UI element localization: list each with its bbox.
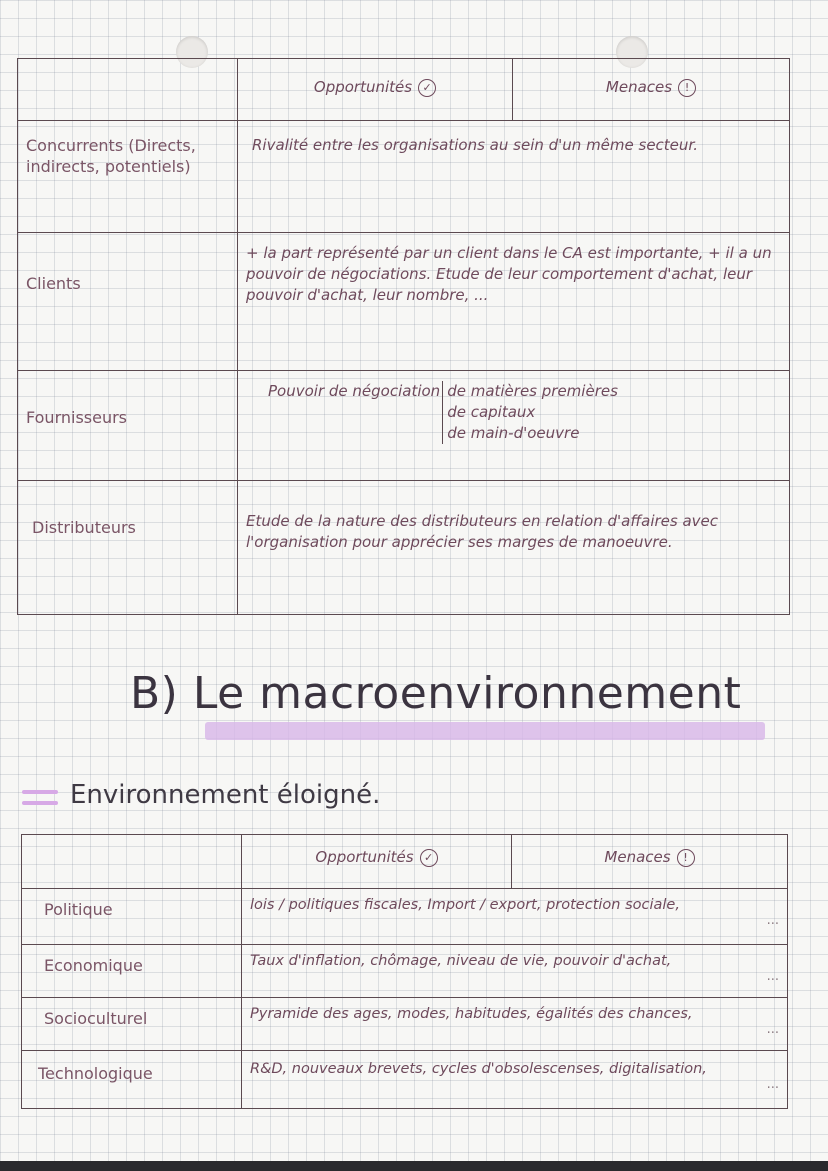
row-text: Pyramide des ages, modes, habitudes, égalités des chances, <box>250 1006 693 1022</box>
threats-header <box>512 835 788 889</box>
table-row <box>18 371 790 481</box>
page-bottom-edge <box>0 1161 828 1171</box>
opportunities-header <box>238 59 513 121</box>
list-item: de matières premières <box>447 382 618 400</box>
negotiation-group <box>246 381 781 444</box>
table-row <box>18 233 790 371</box>
empty-corner-cell <box>18 59 238 121</box>
threats-header <box>513 59 790 121</box>
negotiation-list <box>442 381 618 444</box>
row-label-clients: Clients <box>18 233 238 371</box>
row-text: Taux d'inflation, chômage, niveau de vie, pouvoir d'achat, <box>250 953 672 969</box>
table-row <box>18 481 790 615</box>
row-cell-politique <box>242 889 788 945</box>
subsection-title: Environnement éloigné. <box>70 780 381 810</box>
row-label-distributeurs: Distributeurs <box>18 481 238 615</box>
empty-corner-cell <box>22 835 242 889</box>
row-text: R&D, nouveaux brevets, cycles d'obsolescenses, digitalisation, <box>250 1061 707 1077</box>
subsection-marker <box>22 790 58 812</box>
table-header-row <box>22 835 788 889</box>
microenvironment-table <box>17 58 790 615</box>
ellipsis: ... <box>766 913 779 928</box>
opportunities-label: Opportunités <box>315 848 414 866</box>
row-label-politique: Politique <box>22 889 242 945</box>
table-row <box>18 121 790 233</box>
table-row <box>22 1051 788 1109</box>
table-row <box>22 889 788 945</box>
table-row <box>22 945 788 998</box>
threats-label: Menaces <box>604 848 671 866</box>
row-cell-technologique <box>242 1051 788 1109</box>
list-item: de main-d'oeuvre <box>447 424 580 442</box>
warning-icon: ! <box>677 849 695 867</box>
list-item: de capitaux <box>447 403 536 421</box>
macroenvironment-table <box>21 834 788 1109</box>
row-cell-economique <box>242 945 788 998</box>
table-row <box>22 998 788 1051</box>
check-icon: ✓ <box>420 849 438 867</box>
ellipsis: ... <box>766 1022 779 1037</box>
title-highlight <box>205 722 765 740</box>
row-text-clients: + la part représenté par un client dans le CA est importante, + il a un pouvoir de négociations. Etude de leur comportement d'achat, leur pouvoir d'achat, leur nombre, ... <box>238 233 790 371</box>
ellipsis: ... <box>766 1077 779 1092</box>
row-text: lois / politiques fiscales, Import / export, protection sociale, <box>250 897 680 913</box>
warning-icon: ! <box>678 79 696 97</box>
row-text-distributeurs: Etude de la nature des distributeurs en relation d'affaires avec l'organisation pour apprécier ses marges de manoeuvre. <box>238 481 790 615</box>
negotiation-lead: Pouvoir de négociation <box>268 382 441 400</box>
row-label-economique: Economique <box>22 945 242 998</box>
row-text-concurrents: Rivalité entre les organisations au sein d'un même secteur. <box>238 121 790 233</box>
opportunities-header <box>242 835 512 889</box>
row-text-fournisseurs <box>238 371 790 481</box>
section-title: B) Le macroenvironnement <box>130 668 742 719</box>
table-header-row <box>18 59 790 121</box>
row-label-technologique: Technologique <box>22 1051 242 1109</box>
row-label-socioculturel: Socioculturel <box>22 998 242 1051</box>
threats-label: Menaces <box>605 78 673 96</box>
row-label-fournisseurs: Fournisseurs <box>18 371 238 481</box>
check-icon: ✓ <box>418 79 436 97</box>
ellipsis: ... <box>766 969 779 984</box>
row-label-concurrents: Concurrents (Directs, indirects, potentiels) <box>18 121 238 233</box>
opportunities-label: Opportunités <box>313 78 413 96</box>
row-cell-socioculturel <box>242 998 788 1051</box>
